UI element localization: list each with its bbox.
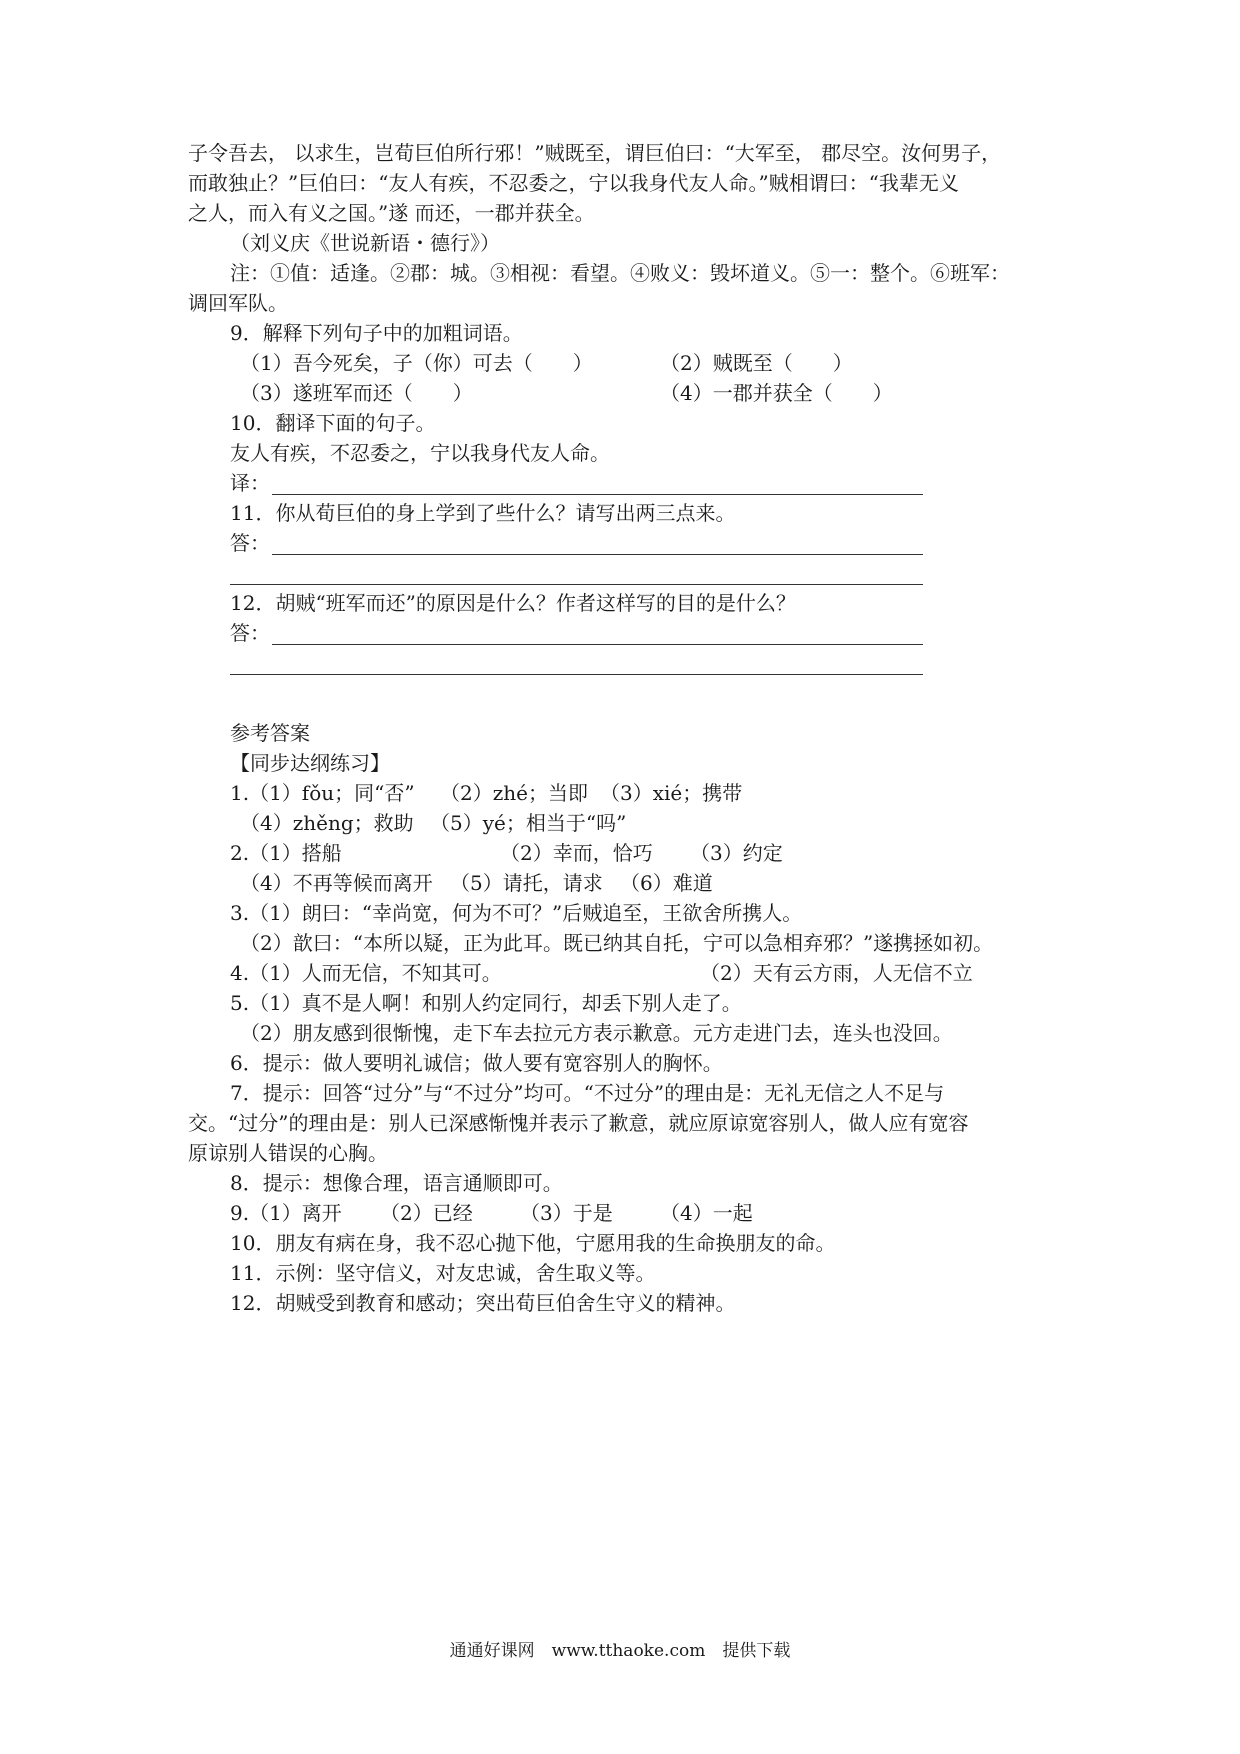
answer-item: 1.（1）fǒu；同“否” （2）zhé；当即 （3）xié；携带 — [230, 781, 743, 805]
question-10-sentence: 友人有疾，不忍委之，宁以我身代友人命。 — [230, 441, 610, 465]
answer-item: （4）zhěng；救助 （5）yé；相当于“吗” — [240, 811, 627, 835]
answers-section-heading: 【同步达纲练习】 — [230, 751, 390, 775]
answer-label: 答： — [230, 621, 270, 645]
question-10-stem: 10．翻译下面的句子。 — [230, 411, 436, 435]
question-12-stem: 12．胡贼“班军而还”的原因是什么？作者这样写的目的是什么？ — [230, 591, 796, 615]
notes-line: 注：①值：适逢。②郡：城。③相视：看望。④败义：毁坏道义。⑤一：整个。⑥班军： — [230, 261, 1010, 285]
answer-line[interactable] — [272, 494, 923, 495]
answer-item: 3.（1）朗曰：“幸尚宽，何为不可？”后贼追至，王欲舍所携人。 — [230, 901, 803, 925]
question-9-item: （2）贼既至（ ） — [660, 351, 853, 375]
question-9-item: （4）一郡并获全（ ） — [660, 381, 893, 405]
answer-line[interactable] — [230, 584, 923, 585]
answer-item: 交。“过分”的理由是：别人已深感惭愧并表示了歉意，就应原谅宽容别人，做人应有宽容 — [188, 1111, 969, 1135]
question-9-item: （3）遂班军而还（ ） — [240, 381, 473, 405]
passage-line: 子令吾去， 以求生，岂荀巨伯所行邪！”贼既至，谓巨伯曰：“大军至， 郡尽空。汝何男子， — [188, 141, 1002, 165]
passage-line: 之人，而入有义之国。”遂 而还，一郡并获全。 — [188, 201, 595, 225]
page-footer: 通通好课网 www.tthaoke.com 提供下载 — [449, 1641, 791, 1661]
answers-title: 参考答案 — [230, 721, 310, 745]
answer-line[interactable] — [230, 674, 923, 675]
answer-item: （2）朋友感到很惭愧，走下车去拉元方表示歉意。元方走进门去，连头也没回。 — [240, 1021, 953, 1045]
answer-item: 8．提示：想像合理，语言通顺即可。 — [230, 1171, 563, 1195]
question-9-item: （1）吾今死矣，子（你）可去（ ） — [240, 351, 593, 375]
question-11-stem: 11．你从荀巨伯的身上学到了些什么？请写出两三点来。 — [230, 501, 736, 525]
answer-item: 11．示例：坚守信义，对友忠诚，舍生取义等。 — [230, 1261, 656, 1285]
passage-line: 而敢独止？”巨伯曰：“友人有疾，不忍委之，宁以我身代友人命。”贼相谓曰：“我辈无义 — [188, 171, 959, 195]
answer-label: 答： — [230, 531, 270, 555]
question-9-stem: 9．解释下列句子中的加粗词语。 — [230, 321, 523, 345]
answer-item: 2.（1）搭船 （2）幸而，恰巧 （3）约定 — [230, 841, 783, 865]
answer-line[interactable] — [272, 644, 923, 645]
answer-item: （2）歆曰：“本所以疑，正为此耳。既已纳其自托，宁可以急相弃邪？”遂携拯如初。 — [240, 931, 994, 955]
answer-item: 9.（1）离开 （2）已经 （3）于是 （4）一起 — [230, 1201, 753, 1225]
answer-item: 原谅别人错误的心胸。 — [188, 1141, 388, 1165]
answer-item: 4.（1）人而无信，不知其可。 （2）天有云方雨，人无信不立 — [230, 961, 973, 985]
answer-line[interactable] — [272, 554, 923, 555]
notes-line: 调回军队。 — [188, 291, 288, 315]
answer-item: 7．提示：回答“过分”与“不过分”均可。“不过分”的理由是：无礼无信之人不足与 — [230, 1081, 945, 1105]
answer-item: 6．提示：做人要明礼诚信；做人要有宽容别人的胸怀。 — [230, 1051, 723, 1075]
answer-item: （4）不再等候而离开 （5）请托，请求 （6）难道 — [240, 871, 713, 895]
answer-label: 译： — [230, 471, 270, 495]
answer-item: 5.（1）真不是人啊！和别人约定同行，却丢下别人走了。 — [230, 991, 742, 1015]
passage-source: （刘义庆《世说新语・德行》） — [230, 231, 500, 255]
answer-item: 12．胡贼受到教育和感动；突出荀巨伯舍生守义的精神。 — [230, 1291, 736, 1315]
answer-item: 10．朋友有病在身，我不忍心抛下他，宁愿用我的生命换朋友的命。 — [230, 1231, 836, 1255]
